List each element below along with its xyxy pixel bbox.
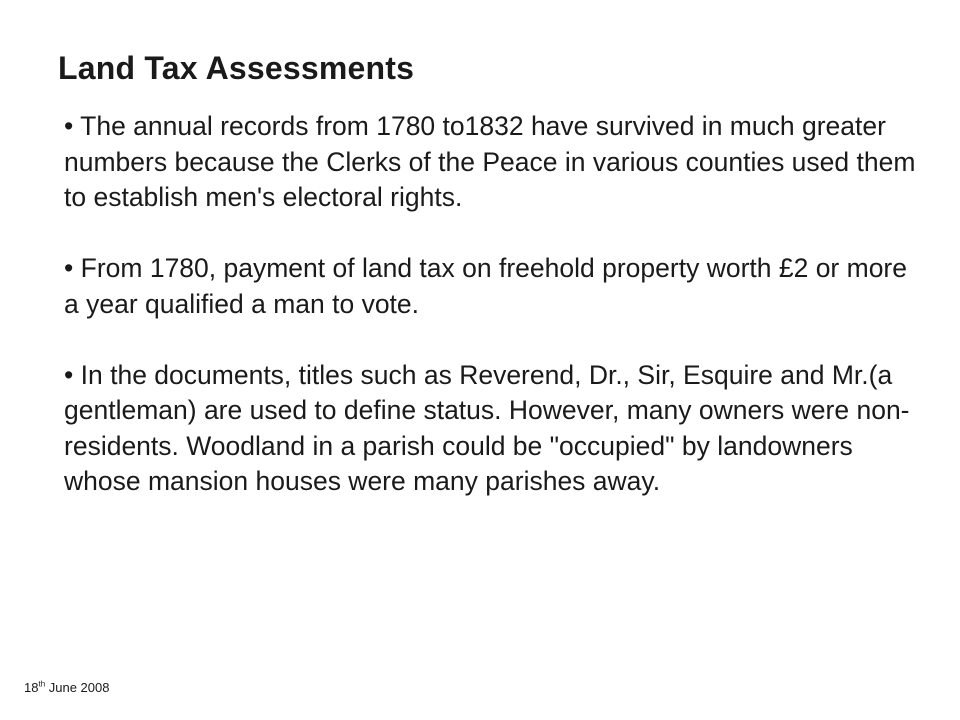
slide-title: Land Tax Assessments bbox=[58, 50, 415, 86]
footer-date-day: 18 bbox=[24, 680, 39, 695]
slide-body bbox=[64, 109, 924, 500]
bullet-paragraph-voting: • From 1780, payment of land tax on freehold property worth £2 or more a year qualified a man to vote. bbox=[64, 253, 907, 319]
footer-date-rest: June 2008 bbox=[45, 680, 110, 695]
bullet-paragraph-records: • The annual records from 1780 to1832 have survived in much greater numbers because the Clerks of the Peace in various counties used them to establish men's electoral rights. bbox=[64, 111, 916, 212]
footer-date bbox=[24, 680, 109, 695]
footer-date-ordinal: th bbox=[38, 679, 46, 689]
bullet-paragraph-titles: • In the documents, titles such as Reverend, Dr., Sir, Esquire and Mr.(a gentleman) are used to define status. However, many owners were non-residents. Woodland in a parish could be "occupied" by landowners whose mansion houses were many parishes away. bbox=[64, 359, 910, 496]
